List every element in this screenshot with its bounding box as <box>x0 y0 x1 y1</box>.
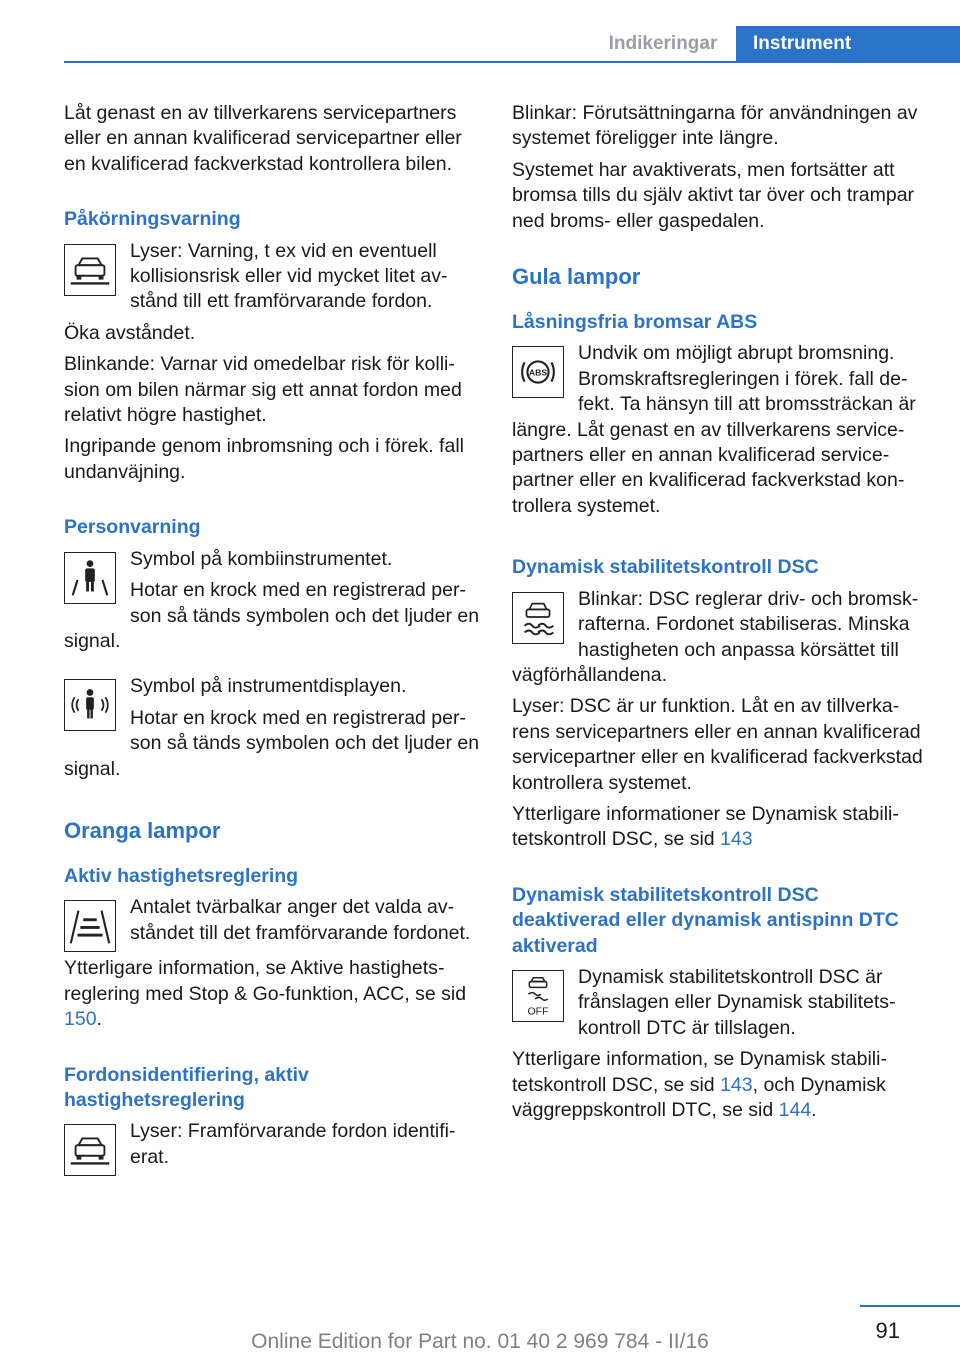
abs-entry <box>512 341 928 519</box>
page-link-143[interactable]: 143 <box>720 828 753 851</box>
left-column <box>64 101 480 1180</box>
section-dsc-off-heading: Dynamisk stabilitetskontroll DSC deaktiverad eller dynamisk antispinn DTC aktiverad <box>512 883 899 957</box>
pakorningsvarning-text-3: Blinkande: Varnar vid omedelbar risk för kollision om bilen närmar sig ett annat fordon med relativt högre hastighet. <box>64 353 462 427</box>
tab-instrument[interactable]: Instrument <box>736 26 960 62</box>
right-text-1: Blinkar: Förutsättningarna för användningen av systemet föreligger inte längre. <box>512 102 918 150</box>
personvarning-entry-2 <box>64 674 480 782</box>
personvarning-text-3: Symbol på instrumentdisplayen. <box>130 675 407 698</box>
section-dsc-heading: Dynamisk stabilitetskontroll DSC <box>512 556 819 579</box>
dsc-off-text-2: Ytterligare information, se Dynamisk stabilitetskontroll DSC, se sid 143, och Dynamisk väggreppskontroll DTC, se sid 144. <box>512 1048 887 1121</box>
page-number-rule <box>860 1305 960 1307</box>
dsc-text-1: Blinkar: DSC reglerar driv- och bromskrafterna. Fordonet stabiliseras. Minska hastigheten och anpassa körsättet till vägförhållandena. <box>512 587 919 686</box>
pakorningsvarning-text-2: Öka avståndet. <box>64 321 196 344</box>
abs-text-1: Undvik om möjligt abrupt bromsning. Bromskraftsregleringen i förek. fall defekt. Ta hänsyn till att bromssträckan är längre. Låt genast en av tillverkarens servicepartners eller en annan kvalificerad servicepartner eller en kvalificerad fackverkstad kontrollera systemet. <box>512 342 916 517</box>
abs-icon-label: ABS <box>528 367 548 378</box>
dsc-skid-icon <box>512 592 564 644</box>
dsc-entry <box>512 587 928 689</box>
car-warning-icon <box>64 244 116 296</box>
fordonsidentifiering-text-1: Lyser: Framförvarande fordon identifierat. <box>130 1120 456 1168</box>
section-personvarning-heading: Personvarning <box>64 516 201 539</box>
pakorningsvarning-text-1: Lyser: Varning, t ex vid en eventuell kollisionsrisk eller vid mycket litet avstånd till ett framförvarande fordon. <box>130 239 448 313</box>
abs-icon <box>512 346 564 398</box>
section-fordonsidentifiering-heading: Fordonsidentifiering, aktiv hastighetsreglering <box>64 1063 309 1111</box>
fordonsidentifiering-entry <box>64 1119 480 1170</box>
footer-edition: Online Edition for Part no. 01 40 2 969 784 - II/16 <box>251 1330 709 1353</box>
section-oranga-lampor-heading: Oranga lampor <box>64 817 221 843</box>
tab-indikeringar[interactable]: Indikeringar <box>608 33 718 54</box>
right-text-2: Systemet har avaktiverats, men fortsätter att bromsa tills du själv aktivt tar över och trampar ned broms- eller gaspedalen. <box>512 158 915 232</box>
acc-entry <box>64 895 480 946</box>
dsc-text-3: Ytterligare informationer se Dynamisk stabilitetskontroll DSC, se sid 143 <box>512 802 899 851</box>
section-gula-lampor-heading: Gula lampor <box>512 264 641 290</box>
dsc-off-icon <box>512 970 564 1022</box>
section-pakorningsvarning-heading: Påkörningsvarning <box>64 208 241 231</box>
dsc-off-entry <box>512 965 928 1041</box>
page-link-144[interactable]: 144 <box>778 1099 812 1121</box>
personvarning-text-2: Hotar en krock med en registrerad person så tänds symbolen och det ljuder en signal. <box>64 579 480 652</box>
personvarning-entry-1 <box>64 547 480 655</box>
section-abs-heading: Låsningsfria bromsar ABS <box>512 311 758 334</box>
pakorningsvarning-entry <box>64 239 480 315</box>
acc-text-2: Ytterligare information, se Aktive hastighetsreglering med Stop & Go-funktion, ACC, se sid 150. <box>64 957 467 1031</box>
page-link-150[interactable]: 150 <box>64 1008 97 1031</box>
intro-text: Låt genast en av tillverkarens servicepartners eller en annan kvalificerad servicepartner eller en kvalificerad fackverkstad kontrollera bilen. <box>64 102 462 175</box>
personvarning-text-4: Hotar en krock med en registrerad person så tänds symbolen och det ljuder en signal. <box>64 706 480 780</box>
dsc-text-2: Lyser: DSC är ur funktion. Låt en av tillverkarens servicepartners eller en annan kvalificerad servicepartner eller en kvalificerad fackverkstad kontrollera systemet. <box>512 695 923 794</box>
page-link-143-b[interactable]: 143 <box>720 1073 753 1096</box>
header-rule <box>64 61 960 63</box>
pakorningsvarning-text-4: Ingripande genom inbromsning och i förek. fall undanväjning. <box>64 435 464 483</box>
vehicle-detected-icon <box>64 1124 116 1176</box>
section-aktiv-hastighetsreglering-heading: Aktiv hastighetsreglering <box>64 864 299 887</box>
pedestrian-road-icon <box>64 552 116 604</box>
right-column <box>512 101 928 1129</box>
dsc-off-text-1: Dynamisk stabilitetskontroll DSC är frånslagen eller Dynamisk stabilitetskontroll DTC är tillslagen. <box>578 965 896 1039</box>
page-number: 91 <box>875 1318 900 1343</box>
distance-bars-icon <box>64 900 116 952</box>
acc-text-1: Antalet tvärbalkar anger det valda avståndet till det framförvarande fordonet. <box>130 896 471 944</box>
personvarning-text-1: Symbol på kombiinstrumentet. <box>130 547 393 570</box>
off-icon-label: OFF <box>527 1005 549 1018</box>
pedestrian-signal-icon <box>64 679 116 731</box>
